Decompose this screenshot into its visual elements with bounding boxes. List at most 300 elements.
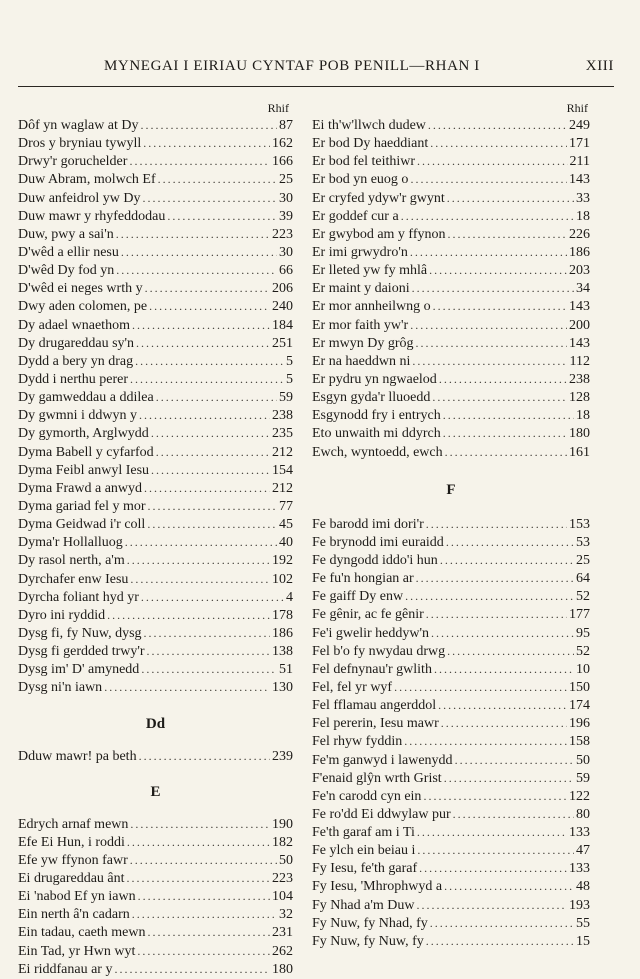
entry-first-words: Fel defnynau'r gwlith — [312, 661, 432, 677]
dot-leader — [116, 261, 277, 279]
entry-first-words: Ein Tad, yr Hwn wyt — [18, 943, 136, 959]
entry-first-words: Ein nerth â'n cadarn — [18, 907, 130, 923]
index-entry — [18, 388, 293, 406]
index-entry — [312, 316, 590, 334]
right-column — [312, 100, 590, 950]
hymn-number: 59 — [279, 390, 293, 406]
hymn-number: 4 — [286, 589, 293, 605]
entry-first-words: Dyma Geidwad i'r coll — [18, 517, 146, 533]
hymn-number: 212 — [272, 444, 293, 460]
index-entry — [18, 261, 293, 279]
entry-first-words: Ein tadau, caeth mewn — [18, 925, 146, 941]
dot-leader — [443, 406, 574, 424]
dot-leader — [141, 660, 277, 678]
entry-list-e-left — [18, 815, 293, 978]
dot-leader — [440, 551, 574, 569]
entry-first-words: Fel b'o fy nwydau drwg — [312, 643, 446, 659]
dot-leader — [127, 869, 270, 887]
hymn-number: 262 — [272, 943, 293, 959]
entry-first-words: Dydd i nerthu perer — [18, 371, 129, 387]
index-entry — [18, 869, 293, 887]
hymn-number: 180 — [272, 961, 293, 977]
index-entry — [18, 424, 293, 442]
hymn-number: 87 — [279, 118, 293, 133]
hymn-number: 104 — [272, 889, 293, 905]
dot-leader — [144, 479, 270, 497]
hymn-number: 33 — [576, 190, 590, 206]
entry-first-words: Dy rasol nerth, a'm — [18, 553, 125, 569]
entry-first-words: Dysg fi gerdded trwy'r — [18, 644, 145, 660]
hymn-number: 249 — [569, 118, 590, 133]
header-title: MYNEGAI I EIRIAU CYNTAF POB PENILL—RHAN I — [104, 58, 480, 74]
hymn-number: 10 — [576, 661, 590, 677]
hymn-number: 166 — [272, 154, 293, 170]
index-entry — [18, 747, 293, 765]
hymn-number: 59 — [576, 770, 590, 786]
hymn-number: 251 — [272, 335, 293, 351]
dot-leader — [144, 624, 270, 642]
hymn-number: 138 — [272, 644, 293, 660]
index-entry — [18, 551, 293, 569]
dot-leader — [428, 116, 567, 134]
entry-first-words: Edrych arnaf mewn — [18, 816, 129, 832]
hymn-number: 226 — [569, 226, 590, 242]
dot-leader — [412, 352, 567, 370]
hymn-number: 143 — [569, 335, 590, 351]
entry-first-words: Er bod fel teithiwr — [312, 154, 416, 170]
index-entry — [18, 352, 293, 370]
dot-leader — [107, 606, 270, 624]
entry-first-words: Dydd a bery yn drag — [18, 353, 134, 369]
hymn-number: 238 — [569, 371, 590, 387]
entry-first-words: Dy gymorth, Arglwydd — [18, 426, 149, 442]
entry-first-words: Dyma gariad fel y mor — [18, 498, 146, 514]
dot-leader — [148, 497, 277, 515]
index-entry — [18, 942, 293, 960]
index-entry — [312, 334, 590, 352]
hymn-number: 95 — [576, 625, 590, 641]
hymn-number: 25 — [279, 172, 293, 188]
dot-leader — [433, 297, 567, 315]
dot-leader — [432, 388, 567, 406]
dot-leader — [138, 887, 270, 905]
entry-first-words: Fy Nuw, fy Nhad, fy — [312, 915, 428, 931]
hymn-number: 133 — [569, 861, 590, 877]
entry-first-words: Er goddef cur a — [312, 208, 399, 224]
dot-leader — [455, 751, 574, 769]
index-entry — [18, 297, 293, 315]
entry-first-words: Dy adael wnaethom — [18, 317, 130, 333]
dot-leader — [434, 660, 574, 678]
dot-leader — [125, 533, 277, 551]
entry-first-words: Dysg fi, fy Nuw, dysg — [18, 625, 142, 641]
hymn-number: 143 — [569, 172, 590, 188]
index-entry — [18, 316, 293, 334]
dot-leader — [139, 747, 270, 765]
index-entry — [18, 406, 293, 424]
dot-leader — [443, 424, 567, 442]
entry-first-words: F'enaid glŷn wrth Grist — [312, 770, 442, 786]
hymn-number: 238 — [272, 408, 293, 424]
index-entry — [18, 815, 293, 833]
dot-leader — [419, 859, 567, 877]
hymn-number: 150 — [569, 679, 590, 695]
index-entry — [312, 297, 590, 315]
entry-first-words: Duw, pwy a sai'n — [18, 226, 114, 242]
dot-leader — [444, 877, 574, 895]
index-entry — [312, 406, 590, 424]
hymn-number: 53 — [576, 534, 590, 550]
dot-leader — [141, 588, 284, 606]
dot-leader — [447, 189, 574, 207]
hymn-number: 55 — [576, 915, 590, 931]
hymn-number: 143 — [569, 299, 590, 315]
hymn-number: 25 — [576, 552, 590, 568]
entry-first-words: Er pydru yn ngwaelod — [312, 371, 437, 387]
index-entry — [18, 624, 293, 642]
index-entry — [312, 533, 590, 551]
dot-leader — [438, 696, 567, 714]
index-entry — [312, 841, 590, 859]
index-entry — [18, 887, 293, 905]
entry-first-words: Fe ro'dd Ei ddwylaw pur — [312, 806, 451, 822]
dot-leader — [130, 370, 284, 388]
hymn-number: 45 — [279, 517, 293, 533]
entry-first-words: Efe Ei Hun, i roddi — [18, 834, 125, 850]
entry-first-words: Dy gwmni i ddwyn y — [18, 408, 137, 424]
index-entry — [18, 479, 293, 497]
hymn-number: 174 — [569, 698, 590, 714]
hymn-number: 39 — [279, 208, 293, 224]
hymn-number: 196 — [569, 716, 590, 732]
section-heading-e: E — [150, 783, 161, 800]
entry-first-words: Fe barodd imi dori'r — [312, 516, 424, 532]
index-entry — [312, 352, 590, 370]
entry-first-words: Esgynodd fry i entrych — [312, 408, 441, 424]
index-entry — [312, 805, 590, 823]
entry-first-words: Fel pererin, Iesu mawr — [312, 716, 439, 732]
entry-first-words: Esgyn gyda'r lluoedd — [312, 390, 431, 406]
entry-list-dd — [18, 747, 293, 765]
index-entry — [312, 515, 590, 533]
dot-leader — [448, 225, 568, 243]
dot-leader — [416, 569, 574, 587]
dot-leader — [135, 352, 284, 370]
dot-leader — [130, 570, 270, 588]
entry-first-words: Fy Nuw, fy Nuw, fy — [312, 933, 424, 949]
hymn-number: 18 — [576, 208, 590, 224]
entry-first-words: Efe yw ffynon fawr — [18, 852, 128, 868]
index-entry — [18, 833, 293, 851]
hymn-number: 171 — [569, 136, 590, 152]
dot-leader — [129, 152, 270, 170]
index-entry — [312, 769, 590, 787]
index-entry — [18, 642, 293, 660]
hymn-number: 178 — [272, 607, 293, 623]
hymn-number: 112 — [569, 353, 590, 369]
hymn-number: 192 — [272, 553, 293, 569]
hymn-number: 190 — [272, 816, 293, 832]
entry-first-words: Ei drugareddau ânt — [18, 871, 125, 887]
rhif-label: Rhif — [566, 101, 588, 115]
dot-leader — [114, 960, 270, 978]
entry-first-words: Duw mawr y rhyfeddodau — [18, 208, 166, 224]
entry-first-words: Fel rhyw fyddin — [312, 734, 403, 750]
entry-first-words: Er cryfed ydyw'r gwynt — [312, 190, 445, 206]
dot-leader — [416, 896, 567, 914]
entry-first-words: Dyma Feibl anwyl Iesu — [18, 462, 150, 478]
index-entry — [18, 225, 293, 243]
header-rule — [18, 86, 614, 87]
dot-leader — [430, 134, 567, 152]
dot-leader — [423, 787, 567, 805]
index-entry — [312, 732, 590, 750]
hymn-number: 48 — [576, 879, 590, 895]
entry-first-words: Fe'm ganwyd i lawenydd — [312, 752, 453, 768]
hymn-number: 77 — [279, 498, 293, 514]
index-entry — [312, 624, 590, 642]
index-entry — [312, 714, 590, 732]
index-entry — [18, 960, 293, 978]
entry-first-words: Fel, fel yr wyf — [312, 679, 393, 695]
index-entry — [18, 533, 293, 551]
entry-first-words: Fy Nhad a'm Duw — [312, 897, 415, 913]
dot-leader — [139, 406, 270, 424]
hymn-number: 240 — [272, 299, 293, 315]
index-entry — [312, 551, 590, 569]
dot-leader — [412, 279, 574, 297]
dot-leader — [137, 942, 270, 960]
entry-first-words: Er bod Dy haeddiant — [312, 136, 429, 152]
index-entry — [18, 905, 293, 923]
hymn-number: 130 — [272, 680, 293, 696]
index-entry — [18, 515, 293, 533]
entry-first-words: D'wêd Dy fod yn — [18, 263, 115, 279]
index-entry — [18, 606, 293, 624]
dot-leader — [417, 823, 567, 841]
hymn-number: 128 — [569, 390, 590, 406]
dot-leader — [447, 642, 574, 660]
hymn-number: 211 — [569, 154, 590, 170]
index-entry — [312, 678, 590, 696]
entry-first-words: Er bod yn euog o — [312, 172, 409, 188]
index-entry — [18, 370, 293, 388]
entry-first-words: Dyma Babell y cyfarfod — [18, 444, 154, 460]
dot-leader — [439, 370, 567, 388]
entry-first-words: Fe gênir, ac fe gênir — [312, 607, 424, 623]
running-header — [18, 58, 614, 82]
index-entry — [18, 461, 293, 479]
entry-first-words: Er gwybod am y ffynon — [312, 226, 446, 242]
index-entry — [312, 189, 590, 207]
hymn-number: 206 — [272, 281, 293, 297]
index-entry — [312, 225, 590, 243]
hymn-number: 162 — [272, 136, 293, 152]
index-entry — [18, 170, 293, 188]
index-entry — [312, 170, 590, 188]
index-entry — [18, 443, 293, 461]
entry-first-words: Fe gaiff Dy enw — [312, 589, 404, 605]
dot-leader — [151, 461, 270, 479]
dot-leader — [417, 841, 574, 859]
hymn-number: 102 — [272, 571, 293, 587]
index-entry — [312, 279, 590, 297]
index-entry — [312, 152, 590, 170]
index-entry — [18, 678, 293, 696]
dot-leader — [441, 714, 567, 732]
dot-leader — [145, 279, 270, 297]
hymn-number: 64 — [576, 571, 590, 587]
index-entry — [312, 660, 590, 678]
index-entry — [18, 189, 293, 207]
entry-first-words: Er mor annheilwng o — [312, 299, 431, 315]
entry-first-words: Duw anfeidrol yw Dy — [18, 190, 141, 206]
hymn-number: 133 — [569, 825, 590, 841]
hymn-number: 239 — [272, 748, 293, 764]
hymn-number: 180 — [569, 426, 590, 442]
index-entry — [312, 443, 590, 461]
dot-leader — [127, 551, 270, 569]
entry-first-words: Er na haeddwn ni — [312, 353, 411, 369]
entry-first-words: Fe'i gwelir heddyw'n — [312, 625, 430, 641]
entry-first-words: D'wêd ei neges wrth y — [18, 281, 143, 297]
dot-leader — [401, 207, 574, 225]
entry-first-words: Er mor faith yw'r — [312, 317, 409, 333]
index-entry — [312, 116, 590, 134]
entry-first-words: Dyrchafer enw Iesu — [18, 571, 129, 587]
dot-leader — [147, 642, 270, 660]
dot-leader — [156, 443, 270, 461]
hymn-number: 80 — [576, 806, 590, 822]
index-entry — [312, 696, 590, 714]
entry-first-words: Duw Abram, molwch Ef — [18, 172, 156, 188]
index-entry — [18, 588, 293, 606]
entry-first-words: Drwy'r goruchelder — [18, 154, 128, 170]
dot-leader — [416, 334, 568, 352]
entry-first-words: Dysg ni'n iawn — [18, 680, 103, 696]
dot-leader — [116, 225, 270, 243]
hymn-number: 193 — [569, 897, 590, 913]
entry-first-words: Dros y bryniau tywyll — [18, 136, 142, 152]
index-entry — [18, 660, 293, 678]
hymn-number: 15 — [576, 933, 590, 949]
hymn-number: 177 — [569, 607, 590, 623]
hymn-number: 52 — [576, 643, 590, 659]
index-entry — [18, 334, 293, 352]
index-entry — [18, 923, 293, 941]
index-entry — [312, 207, 590, 225]
index-entry — [312, 896, 590, 914]
index-entry — [312, 370, 590, 388]
hymn-number: 223 — [272, 226, 293, 242]
dot-leader — [426, 515, 567, 533]
hymn-number: 223 — [272, 871, 293, 887]
dot-leader — [136, 334, 270, 352]
dot-leader — [132, 905, 277, 923]
entry-first-words: Dduw mawr! pa beth — [18, 748, 137, 764]
entry-first-words: Ewch, wyntoedd, ewch — [312, 444, 443, 460]
dot-leader — [104, 678, 270, 696]
hymn-number: 30 — [279, 190, 293, 206]
index-entry — [312, 787, 590, 805]
dot-leader — [141, 116, 277, 134]
entry-first-words: Dy drugareddau sy'n — [18, 335, 135, 351]
entry-list-d — [18, 116, 293, 697]
dot-leader — [156, 388, 277, 406]
entry-first-words: Fy Iesu, 'Mhrophwyd a — [312, 879, 443, 895]
index-entry — [312, 877, 590, 895]
dot-leader — [417, 152, 567, 170]
index-entry — [18, 116, 293, 134]
section-heading-f: F — [446, 481, 456, 498]
dot-leader — [147, 515, 277, 533]
index-entry — [312, 388, 590, 406]
entry-first-words: Er imi grwydro'n — [312, 244, 408, 260]
index-entry — [312, 859, 590, 877]
hymn-number: 47 — [576, 843, 590, 859]
entry-first-words: Dwy aden colomen, pe — [18, 299, 148, 315]
dot-leader — [142, 189, 277, 207]
hymn-number: 40 — [279, 535, 293, 551]
hymn-number: 212 — [272, 480, 293, 496]
dot-leader — [130, 815, 270, 833]
entry-first-words: Dyrcha foliant hyd yr — [18, 589, 139, 605]
hymn-number: 161 — [569, 444, 590, 460]
dot-leader — [410, 170, 567, 188]
index-entry — [18, 279, 293, 297]
hymn-number: 52 — [576, 589, 590, 605]
index-entry — [312, 914, 590, 932]
entry-first-words: Dyro ini ryddid — [18, 607, 106, 623]
hymn-number: 184 — [272, 317, 293, 333]
entry-first-words: Dyma Frawd a anwyd — [18, 480, 143, 496]
entry-first-words: Er lleted yw fy mhlâ — [312, 263, 428, 279]
entry-first-words: Fel fflamau angerddol — [312, 698, 437, 714]
index-entry — [18, 134, 293, 152]
entry-first-words: Fe'th garaf am i Ti — [312, 825, 415, 841]
hymn-number: 32 — [279, 907, 293, 923]
hymn-number: 200 — [569, 317, 590, 333]
dot-leader — [426, 932, 574, 950]
hymn-number: 51 — [279, 662, 293, 678]
entry-first-words: Dysg im' D' amynedd — [18, 662, 140, 678]
dot-leader — [446, 533, 574, 551]
index-entry — [312, 134, 590, 152]
entry-first-words: Dyma'r Hollalluog — [18, 535, 123, 551]
dot-leader — [148, 923, 270, 941]
index-entry — [312, 261, 590, 279]
left-column — [18, 100, 293, 978]
index-entry — [312, 587, 590, 605]
dot-leader — [130, 851, 277, 869]
entry-first-words: Dy gamweddau a ddilea — [18, 390, 154, 406]
index-entry — [18, 570, 293, 588]
dot-leader — [121, 243, 277, 261]
index-entry — [18, 243, 293, 261]
entry-first-words: Fy Iesu, fe'th garaf — [312, 861, 418, 877]
entry-first-words: Dôf yn waglaw at Dy — [18, 118, 139, 133]
hymn-number: 66 — [279, 263, 293, 279]
hymn-number: 18 — [576, 408, 590, 424]
hymn-number: 154 — [272, 462, 293, 478]
entry-first-words: Fe ylch ein beiau i — [312, 843, 416, 859]
index-entry — [312, 642, 590, 660]
hymn-number: 235 — [272, 426, 293, 442]
hymn-number: 158 — [569, 734, 590, 750]
hymn-number: 50 — [576, 752, 590, 768]
hymn-number: 34 — [576, 281, 590, 297]
hymn-number: 186 — [272, 625, 293, 641]
